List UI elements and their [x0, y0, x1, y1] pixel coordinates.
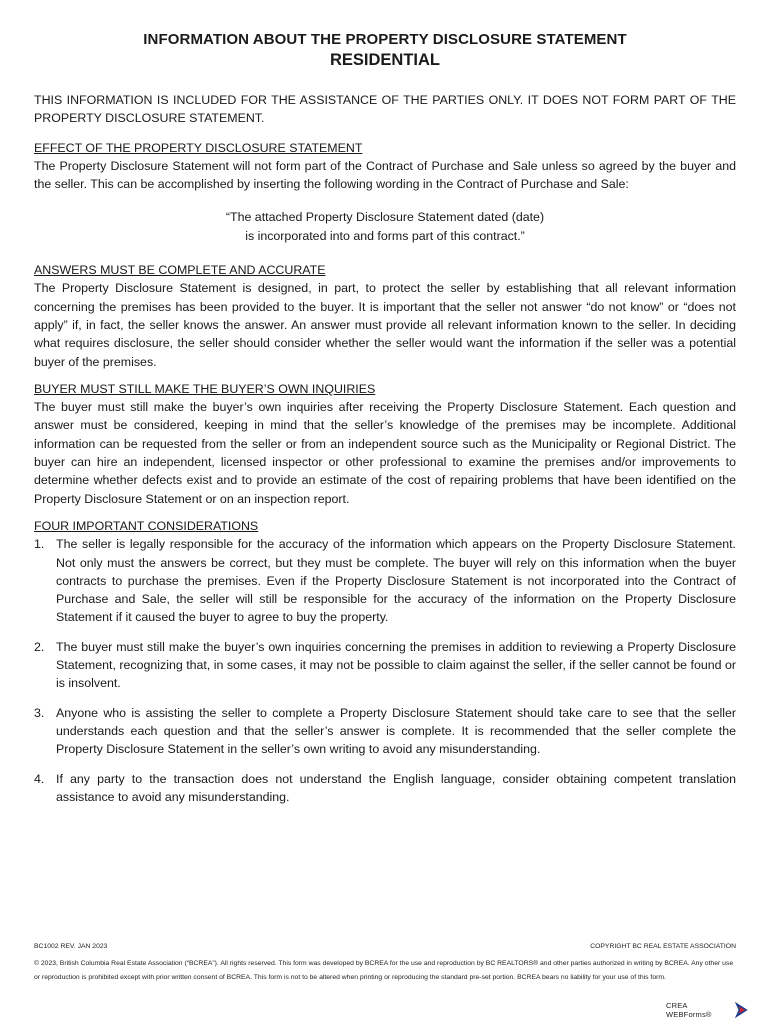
form-id: BC1002 REV. JAN 2023 — [34, 943, 108, 950]
section-body: The Property Disclosure Statement is designed, in part, to protect the seller by establishing that all relevant information concerning the premises has been provided to the buyer. It is important that the seller not answer “do not know” or “does not apply” if, in fact, the seller knows the answer. An answer must provide all relevant information known to the seller. In deciding what requires disclosure, the seller should consider whether the seller would want the information if the seller was a potential buyer of the premises. — [34, 281, 736, 369]
item-number: 4. — [34, 771, 45, 786]
section-effect — [34, 139, 736, 245]
section-body: The Property Disclosure Statement will not form part of the Contract of Purchase and Sale unless so agreed by the buyer and the seller. This can be accomplished by inserting the following wording in the Contract of Purchase and Sale: — [34, 158, 736, 192]
page-footer — [34, 940, 736, 985]
document-page — [34, 30, 736, 817]
intro-notice: THIS INFORMATION IS INCLUDED FOR THE ASSISTANCE OF THE PARTIES ONLY. IT DOES NOT FORM PART OF THE PROPERTY DISCLOSURE STATEMENT. — [34, 93, 736, 126]
document-subtitle: RESIDENTIAL — [329, 51, 440, 69]
quote-line: is incorporated into and forms part of this contract.” — [245, 228, 525, 243]
footer-row — [34, 940, 736, 954]
crea-webforms-logo — [666, 996, 750, 1024]
item-text: Anyone who is assisting the seller to complete a Property Disclosure Statement should take care to see that the seller understands each question and that the seller’s answer is complete. It is recommended that the seller complete the Property Disclosure Statement in the seller’s own writing to avoid any misunderstanding. — [56, 705, 736, 757]
item-text: The buyer must still make the buyer’s own inquiries concerning the premises in addition to reviewing a Property Disclosure Statement, recognizing that, in some cases, it may not be possible to claim against the seller, if the seller cannot be found or is insolvent. — [56, 639, 736, 691]
legal-notice: © 2023, British Columbia Real Estate Association (“BCREA”). All rights reserved. This form was developed by BCREA for the use and reproduction by BC REALTORS® and other parties authorized in writing by BCREA. Any other use or reproduction is prohibited except with prior written consent of BCREA. This form is not to be altered when printing or reproducing the standard pre-set portion. BCREA bears no liability for your use of this form. — [34, 960, 734, 981]
list-item — [34, 638, 736, 693]
section-heading: FOUR IMPORTANT CONSIDERATIONS — [34, 518, 259, 533]
section-heading: EFFECT OF THE PROPERTY DISCLOSURE STATEMENT — [34, 140, 363, 155]
item-number: 1. — [34, 537, 45, 552]
item-number: 2. — [34, 639, 45, 654]
item-text: If any party to the transaction does not understand the English language, consider obtaining competent translation assistance to avoid any misunderstanding. — [56, 771, 736, 804]
webforms-arrow-icon — [733, 999, 750, 1021]
section-answers — [34, 261, 736, 371]
copyright-label: COPYRIGHT BC REAL ESTATE ASSOCIATION — [590, 943, 736, 950]
document-title: INFORMATION ABOUT THE PROPERTY DISCLOSURE STATEMENT — [143, 31, 627, 48]
section-body: The buyer must still make the buyer’s own inquiries after receiving the Property Disclosure Statement. Each question and answer must be considered, keeping in mind that the seller’s knowledge of the premises may be incomplete. Additional information can be requested from the seller or from an independent source such as the Municipality or Regional District. The buyer can hire an independent, licensed inspector or other professional to examine the premises and/or improvements to determine whether defects exist and to provide an estimate of the cost of repairing problems that have been identified on the Property Disclosure Statement or on an inspection report. — [34, 400, 736, 506]
quote-line: “The attached Property Disclosure Statement dated (date) — [225, 210, 545, 225]
section-inquiries — [34, 380, 736, 508]
list-item — [34, 704, 736, 759]
section-heading: ANSWERS MUST BE COMPLETE AND ACCURATE — [34, 263, 326, 278]
section-heading: BUYER MUST STILL MAKE THE BUYER’S OWN INQUIRIES — [34, 381, 376, 396]
list-item — [34, 535, 736, 626]
contract-wording-quote — [34, 208, 736, 245]
list-item — [34, 770, 736, 807]
section-considerations — [34, 517, 736, 806]
item-number: 3. — [34, 705, 45, 720]
considerations-list — [34, 535, 736, 806]
logo-text: CREA WEBForms® — [666, 1001, 712, 1019]
item-text: The seller is legally responsible for the accuracy of the information which appears on the Property Disclosure Statement. Not only must the answers be correct, but they must be complete. The buyer will rely on this information when the buyer contracts to purchase the premises. Even if the Property Disclosure Statement is not incorporated into the Contract of Purchase and Sale, the seller will still be responsible for the accuracy of the information on the Property Disclosure Statement if it caused the buyer to agree to buy the property. — [56, 537, 736, 625]
